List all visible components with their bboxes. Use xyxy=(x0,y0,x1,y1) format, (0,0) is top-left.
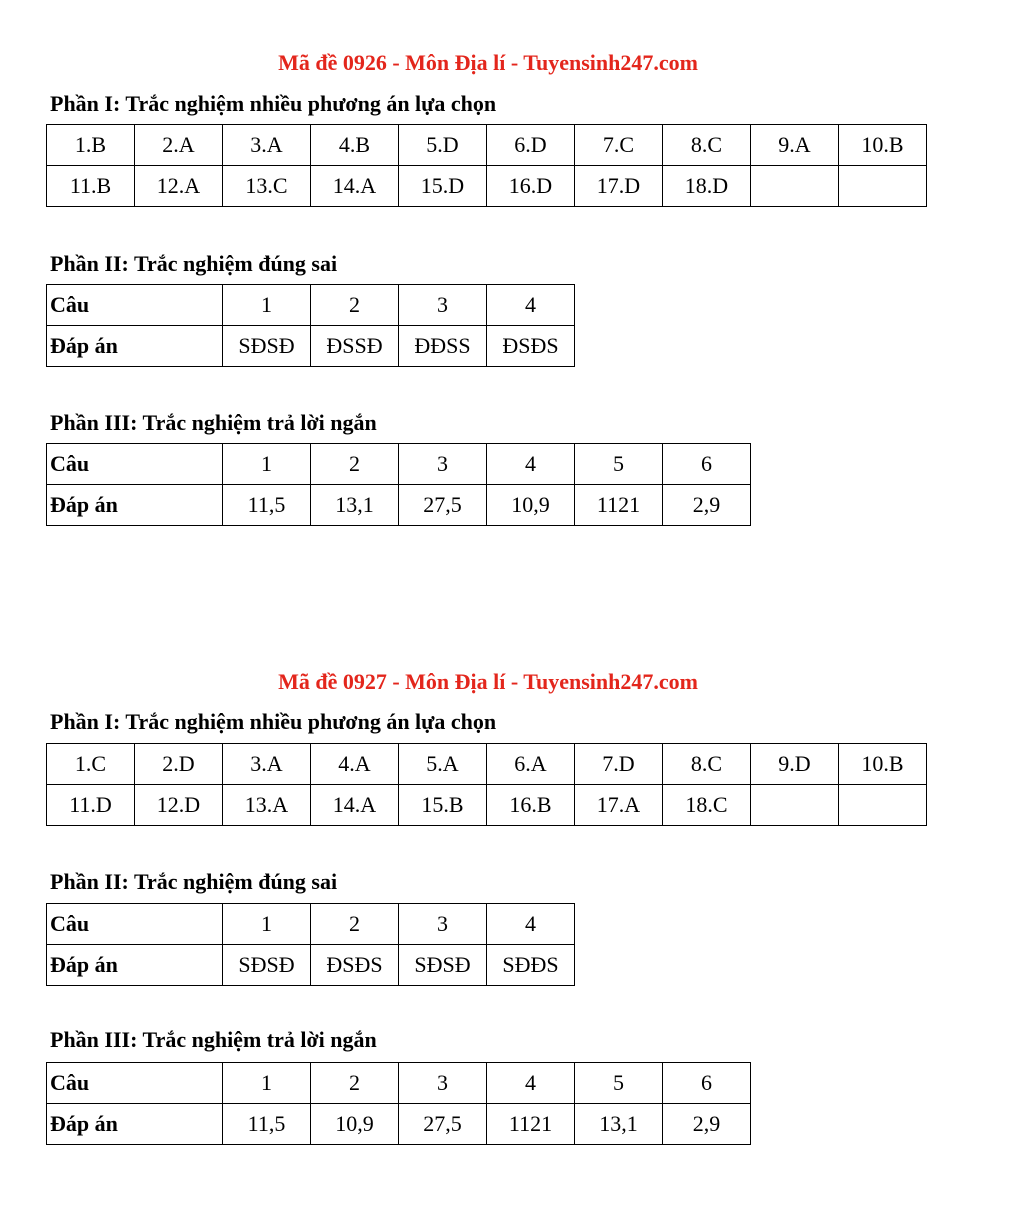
answer-cell: SĐSĐ xyxy=(399,945,487,986)
row-label-answer: Đáp án xyxy=(47,945,223,986)
question-cell: 1 xyxy=(223,1063,311,1104)
answer-cell: ĐSĐS xyxy=(311,945,399,986)
answer-cell: 10,9 xyxy=(487,485,575,526)
section-title: Mã đề 0926 - Môn Địa lí - Tuyensinh247.com xyxy=(278,50,698,75)
answer-cell: 13,1 xyxy=(311,485,399,526)
answer-cell: 11,5 xyxy=(223,1104,311,1145)
question-cell: 3 xyxy=(399,444,487,485)
answer-cell: 8.C xyxy=(663,744,751,785)
answer-cell: 11,5 xyxy=(223,485,311,526)
part2-table xyxy=(46,284,575,367)
answer-cell: 10,9 xyxy=(311,1104,399,1145)
question-cell: 2 xyxy=(311,444,399,485)
part3-table xyxy=(46,443,751,526)
answer-cell: 11.D xyxy=(47,785,135,826)
answer-cell: 8.C xyxy=(663,125,751,166)
answer-cell: 27,5 xyxy=(399,485,487,526)
answer-cell: 2,9 xyxy=(663,1104,751,1145)
question-cell: 4 xyxy=(487,1063,575,1104)
section-title: Mã đề 0927 - Môn Địa lí - Tuyensinh247.com xyxy=(278,669,698,694)
answer-cell: 9.A xyxy=(751,125,839,166)
answer-cell xyxy=(839,785,927,826)
table-row xyxy=(47,1063,751,1104)
answer-cell: 5.D xyxy=(399,125,487,166)
question-cell: 2 xyxy=(311,904,399,945)
answer-cell: ĐSĐS xyxy=(487,326,575,367)
answer-cell: 17.D xyxy=(575,166,663,207)
question-cell: 3 xyxy=(399,1063,487,1104)
table-row xyxy=(47,904,575,945)
question-cell: 5 xyxy=(575,1063,663,1104)
row-label-answer: Đáp án xyxy=(47,326,223,367)
question-cell: 3 xyxy=(399,904,487,945)
answer-cell: 7.D xyxy=(575,744,663,785)
question-cell: 2 xyxy=(311,285,399,326)
part1-table xyxy=(46,743,927,826)
row-label-answer: Đáp án xyxy=(47,485,223,526)
answer-cell: 11.B xyxy=(47,166,135,207)
table-row xyxy=(47,125,927,166)
question-cell: 1 xyxy=(223,904,311,945)
table-row xyxy=(47,785,927,826)
answer-cell: 27,5 xyxy=(399,1104,487,1145)
question-cell: 6 xyxy=(663,444,751,485)
answer-cell: 1.B xyxy=(47,125,135,166)
answer-cell xyxy=(839,166,927,207)
row-label-question: Câu xyxy=(47,904,223,945)
part2-table xyxy=(46,903,575,986)
answer-cell: 15.B xyxy=(399,785,487,826)
answer-cell: 6.D xyxy=(487,125,575,166)
table-row xyxy=(47,166,927,207)
answer-cell: 14.A xyxy=(311,166,399,207)
answer-cell: 10.B xyxy=(839,744,927,785)
part3-heading: Phần III: Trắc nghiệm trả lời ngắn xyxy=(50,1027,377,1052)
answer-cell: 4.B xyxy=(311,125,399,166)
answer-cell: 4.A xyxy=(311,744,399,785)
part3-table xyxy=(46,1062,751,1145)
question-cell: 6 xyxy=(663,1063,751,1104)
row-label-question: Câu xyxy=(47,1063,223,1104)
answer-cell: 13,1 xyxy=(575,1104,663,1145)
table-row xyxy=(47,444,751,485)
answer-cell: 12.D xyxy=(135,785,223,826)
answer-cell: ĐSSĐ xyxy=(311,326,399,367)
table-row xyxy=(47,326,575,367)
answer-cell: 2,9 xyxy=(663,485,751,526)
table-row xyxy=(47,1104,751,1145)
answer-cell: 5.A xyxy=(399,744,487,785)
answer-cell: 15.D xyxy=(399,166,487,207)
table-row xyxy=(47,945,575,986)
question-cell: 2 xyxy=(311,1063,399,1104)
answer-cell: 12.A xyxy=(135,166,223,207)
question-cell: 4 xyxy=(487,904,575,945)
answer-cell: 3.A xyxy=(223,125,311,166)
answer-cell: 10.B xyxy=(839,125,927,166)
answer-cell: 6.A xyxy=(487,744,575,785)
answer-cell: 1121 xyxy=(575,485,663,526)
part2-heading: Phần II: Trắc nghiệm đúng sai xyxy=(50,869,338,894)
question-cell: 4 xyxy=(487,444,575,485)
answer-cell: 9.D xyxy=(751,744,839,785)
answer-cell: 2.D xyxy=(135,744,223,785)
answer-cell xyxy=(751,785,839,826)
answer-cell: 2.A xyxy=(135,125,223,166)
question-cell: 1 xyxy=(223,285,311,326)
question-cell: 5 xyxy=(575,444,663,485)
answer-cell: ĐĐSS xyxy=(399,326,487,367)
answer-cell: SĐSĐ xyxy=(223,945,311,986)
part3-heading: Phần III: Trắc nghiệm trả lời ngắn xyxy=(50,410,377,435)
answer-cell: SĐSĐ xyxy=(223,326,311,367)
answer-cell: 1.C xyxy=(47,744,135,785)
part1-heading: Phần I: Trắc nghiệm nhiều phương án lựa chọn xyxy=(50,709,497,734)
answer-cell: 18.C xyxy=(663,785,751,826)
answer-cell: 7.C xyxy=(575,125,663,166)
row-label-question: Câu xyxy=(47,285,223,326)
answer-cell: 3.A xyxy=(223,744,311,785)
answer-cell: 16.D xyxy=(487,166,575,207)
answer-cell xyxy=(751,166,839,207)
answer-cell: 1121 xyxy=(487,1104,575,1145)
table-row xyxy=(47,744,927,785)
question-cell: 4 xyxy=(487,285,575,326)
answer-cell: 17.A xyxy=(575,785,663,826)
table-row xyxy=(47,285,575,326)
answer-cell: 14.A xyxy=(311,785,399,826)
answer-cell: 13.C xyxy=(223,166,311,207)
table-row xyxy=(47,485,751,526)
part1-heading: Phần I: Trắc nghiệm nhiều phương án lựa chọn xyxy=(50,91,497,116)
answer-cell: SĐĐS xyxy=(487,945,575,986)
answer-cell: 16.B xyxy=(487,785,575,826)
answer-cell: 13.A xyxy=(223,785,311,826)
part2-heading: Phần II: Trắc nghiệm đúng sai xyxy=(50,251,338,276)
row-label-answer: Đáp án xyxy=(47,1104,223,1145)
answer-cell: 18.D xyxy=(663,166,751,207)
question-cell: 3 xyxy=(399,285,487,326)
part1-table xyxy=(46,124,927,207)
question-cell: 1 xyxy=(223,444,311,485)
row-label-question: Câu xyxy=(47,444,223,485)
